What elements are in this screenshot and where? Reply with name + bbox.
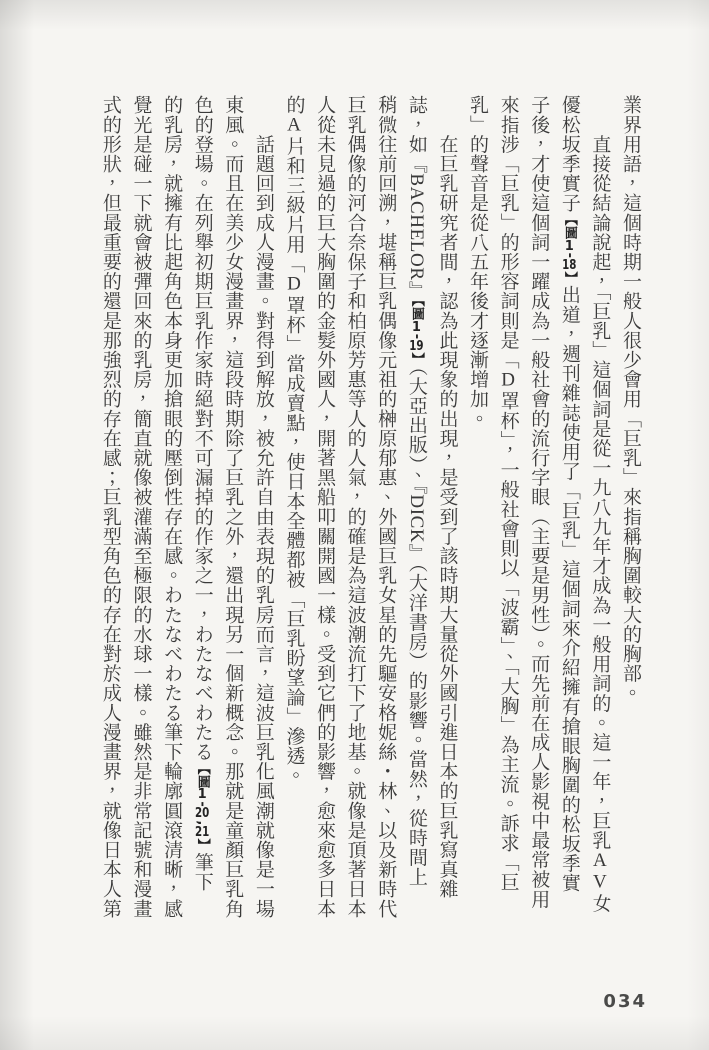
text-column: 話題回到成人漫畫。對得到解放，被允許自由表現的乳房而言，這波巨乳化風潮就像是一場 — [252, 95, 274, 919]
text-column: 覺光是碰一下就會被彈回來的乳房，簡直就像被灌滿至極限的水球一樣。雖然是非常記號和漫畫 — [130, 95, 152, 919]
text-columns — [94, 95, 645, 947]
text-column: 式的形狀，但最重要的還是那強烈的存在感；巨乳型角色的存在對於成人漫畫界，就像日本人第 — [99, 95, 121, 919]
figure-ref-marker: 【圖1-19】 — [408, 300, 424, 367]
text-column: 稍微往前回溯，堪稱巨乳偶像元祖的榊原郁惠、外國巨乳女星的先驅安格妮絲・林、以及新時代 — [375, 95, 397, 919]
text-column: 業界用語，這個時期一般人很少會用「巨乳」來指稱胸圍較大的胸部。 — [620, 95, 641, 703]
text-column: 的A片和三級片用「D罩杯」當成賣點，使日本全體都被「巨乳盼望論」滲透。 — [283, 95, 305, 786]
text-column: 來指涉「巨乳」的形容詞則是「D罩杯」，一般社會則以「波霸」、「大胸」為主流。訴求「巨 — [497, 95, 519, 892]
text-column: 乳」的聲音是從八五年後才逐漸增加。 — [467, 95, 489, 429]
text-column: 色的登場。在列舉初期巨乳作家時絕對不可漏掉的作家之一，わたなべわたる【圖1-20,21】筆下 — [191, 95, 213, 892]
text-column: 巨乳偶像的河合奈保子和柏原芳惠等人的人氣，的確是為這波潮流打下了地基。就像是頂著日本 — [344, 95, 366, 919]
text-column: 誌，如『BACHELOR』【圖1-19】（大亞出版）、『DICK』（大洋書房）的影響。當然，從時間上 — [405, 95, 427, 887]
text-column: 的乳房，就擁有比起角色本身更加搶眼的壓倒性存在感。わたなべわたる筆下輪廓圓滾清晰，感 — [161, 95, 183, 919]
text-column: 直接從結論說起，「巨乳」這個詞是從一九八九年才成為一般用詞的。這一年，巨乳AV女 — [589, 95, 611, 913]
text-column: 在巨乳研究者間，認為此現象的出現，是受到了該時期大量從外國引進日本的巨乳寫真雜 — [436, 95, 458, 899]
figure-ref-marker: 【圖1-18】 — [561, 212, 577, 286]
text-column: 子後，才使這個詞一躍成為一般社會的流行字眼（主要是男性）。而先前在成人影視中最常被用 — [528, 95, 550, 909]
text-column: 東風。而且在美少女漫畫界，這段時期除了巨乳之外，還出現另一個新概念。那就是童顏巨乳角 — [222, 95, 244, 919]
text-column: 優松坂季實子【圖1-18】出道，週刊雜誌使用了「巨乳」這個詞來介紹擁有搶眼胸圍的松坂季實 — [558, 95, 580, 893]
page-number: 034 — [603, 991, 647, 1012]
figure-ref-marker: 【圖1-20,21】 — [194, 761, 210, 853]
text-column: 人從未見過的巨大胸圍的金髮外國人，開著黑船叩關開國一樣。受到它們的影響，愈來愈多日本 — [314, 95, 336, 919]
